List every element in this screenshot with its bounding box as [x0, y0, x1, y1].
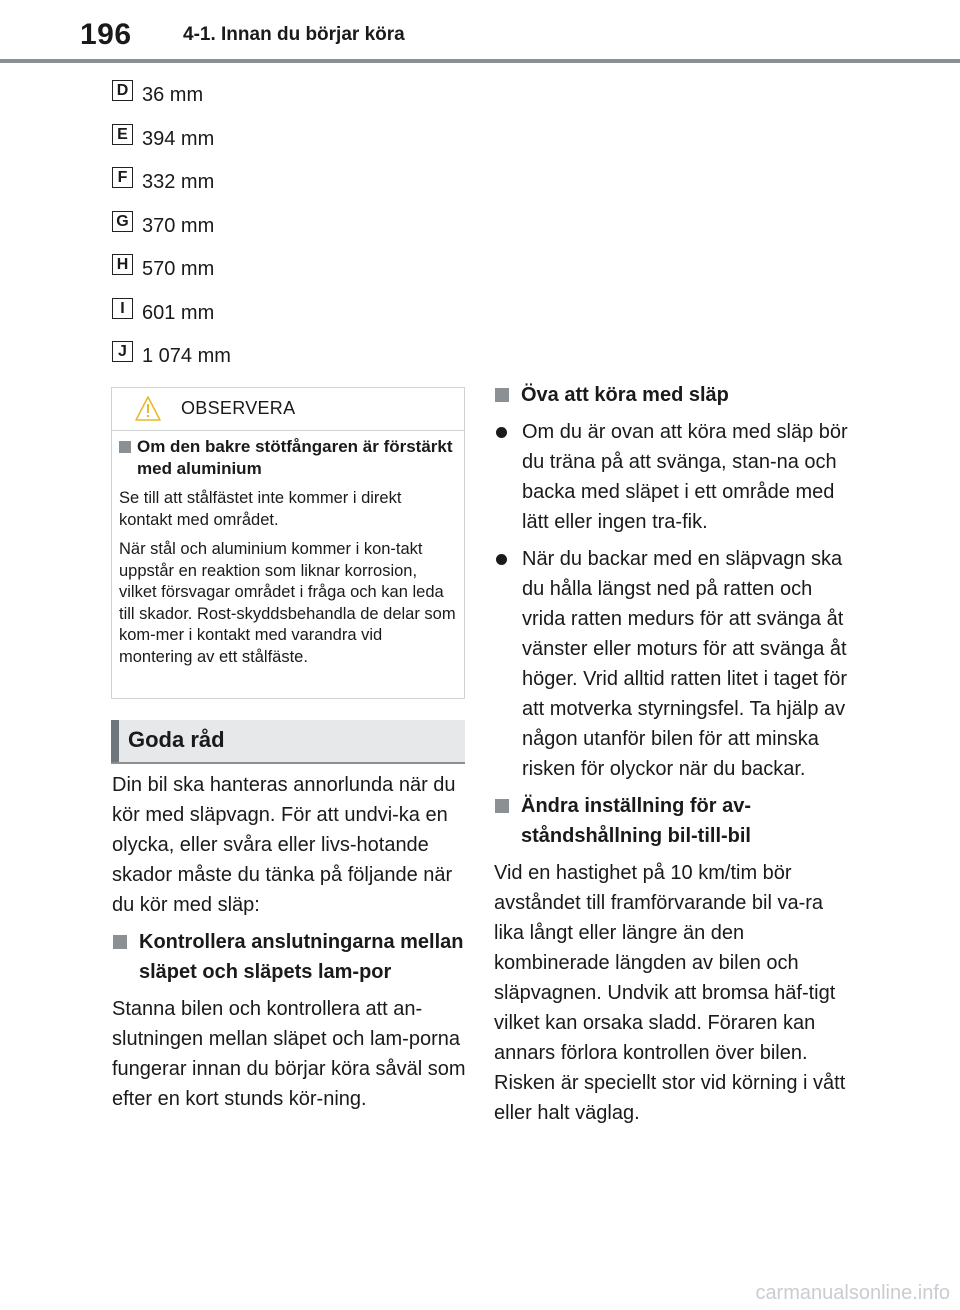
dimension-label: J — [112, 341, 133, 362]
distance-heading — [494, 791, 854, 851]
dimension-value: 370 mm — [142, 215, 215, 237]
lights-heading-text: Kontrollera anslutningarna mellan släpet och släpets lam-por — [139, 931, 464, 983]
warning-triangle-icon — [134, 395, 162, 427]
dimension-value: 570 mm — [142, 258, 215, 280]
tips-banner — [111, 720, 465, 764]
square-bullet-icon — [495, 799, 509, 813]
dimension-label: F — [112, 167, 133, 188]
dimension-row — [112, 254, 412, 284]
bullet-text: När du backar med en släpvagn ska du hålla längst ned på ratten och vrida ratten medurs för att svänga åt vänster eller moturs för att svänga åt höger. Vrid alltid ratten litet i taget för att motverka styrningsfel. Ta hjälp av någon utanför bilen för att minska risken för olyckor när du backar. — [522, 548, 847, 780]
bullet-item — [494, 544, 854, 784]
dimension-value: 36 mm — [142, 84, 204, 106]
watermark: carmanualsonline.info — [755, 1282, 950, 1304]
caution-paragraph: När stål och aluminium kommer i kon-takt uppstår en reaktion som liknar korrosion, vilket försvagar området i fråga och kan leda till skador. Rost-skyddsbehandla de delar som kom-mer i kontakt med varandra vid montering av ett stålfäste. — [119, 540, 456, 666]
square-bullet-icon — [119, 441, 131, 453]
caution-box — [111, 387, 465, 699]
square-bullet-icon — [113, 935, 127, 949]
bullet-item — [494, 417, 854, 537]
distance-text: Vid en hastighet på 10 km/tim bör avståndet till framförvarande bil va-ra lika långt eller längre än den kombinerade längden av bilen och släpvagnen. Undvik att bromsa häf-tigt vilket kan orsaka sladd. Föraren kan annars förlora kontrollen över bilen. Risken är speciellt stor vid körning i vått eller halt väglag. — [494, 862, 846, 1124]
practice-heading — [494, 380, 854, 410]
dimension-value: 332 mm — [142, 171, 215, 193]
lights-text: Stanna bilen och kontrollera att an-slutningen mellan släpet och lam-porna fungerar innan du börjar köra såväl som efter en kort stunds kör-ning. — [112, 998, 466, 1110]
caution-title: OBSERVERA — [181, 398, 296, 418]
dimension-label: D — [112, 80, 133, 101]
section-title: 4-1. Innan du börjar köra — [183, 24, 405, 45]
caution-body — [112, 431, 464, 668]
practice-heading-text: Öva att köra med släp — [521, 384, 729, 406]
dimension-row — [112, 341, 412, 371]
page-header — [0, 0, 960, 64]
page-number: 196 — [80, 18, 132, 51]
dimension-value: 1 074 mm — [142, 345, 231, 367]
caution-subheading — [119, 436, 456, 480]
square-bullet-icon — [495, 388, 509, 402]
header-divider — [0, 59, 960, 63]
caution-paragraph: Se till att stålfästet inte kommer i direkt kontakt med området. — [119, 489, 402, 529]
bullet-text: Om du är ovan att köra med släp bör du träna på att svänga, stan-na och backa med släpet i ett område med lätt eller ingen tra-fik. — [522, 421, 848, 533]
left-column-text — [112, 770, 472, 1114]
dimension-row — [112, 211, 412, 241]
dimension-label: E — [112, 124, 133, 145]
dimension-row — [112, 124, 412, 154]
dimension-row — [112, 298, 412, 328]
bullet-dot-icon — [496, 554, 507, 565]
tips-banner-bar — [111, 720, 119, 762]
dimension-row — [112, 167, 412, 197]
right-column-text — [494, 380, 854, 1128]
tips-title: Goda råd — [128, 727, 225, 752]
dimension-row — [112, 80, 412, 110]
caution-subheading-text: Om den bakre stötfångaren är förstärkt med aluminium — [137, 437, 453, 478]
dimension-label: G — [112, 211, 133, 232]
dimension-value: 601 mm — [142, 302, 215, 324]
caution-header — [112, 388, 464, 431]
tips-intro: Din bil ska hanteras annorlunda när du kör med släpvagn. För att undvi-ka en olycka, eller svåra eller livs-hotande skador måste du tänka på följande när du kör med släp: — [112, 774, 456, 916]
dimension-label: I — [112, 298, 133, 319]
lights-heading — [112, 927, 472, 987]
dimension-value: 394 mm — [142, 128, 215, 150]
bullet-dot-icon — [496, 427, 507, 438]
distance-heading-text: Ändra inställning för av-ståndshållning bil-till-bil — [521, 795, 752, 847]
dimension-label: H — [112, 254, 133, 275]
